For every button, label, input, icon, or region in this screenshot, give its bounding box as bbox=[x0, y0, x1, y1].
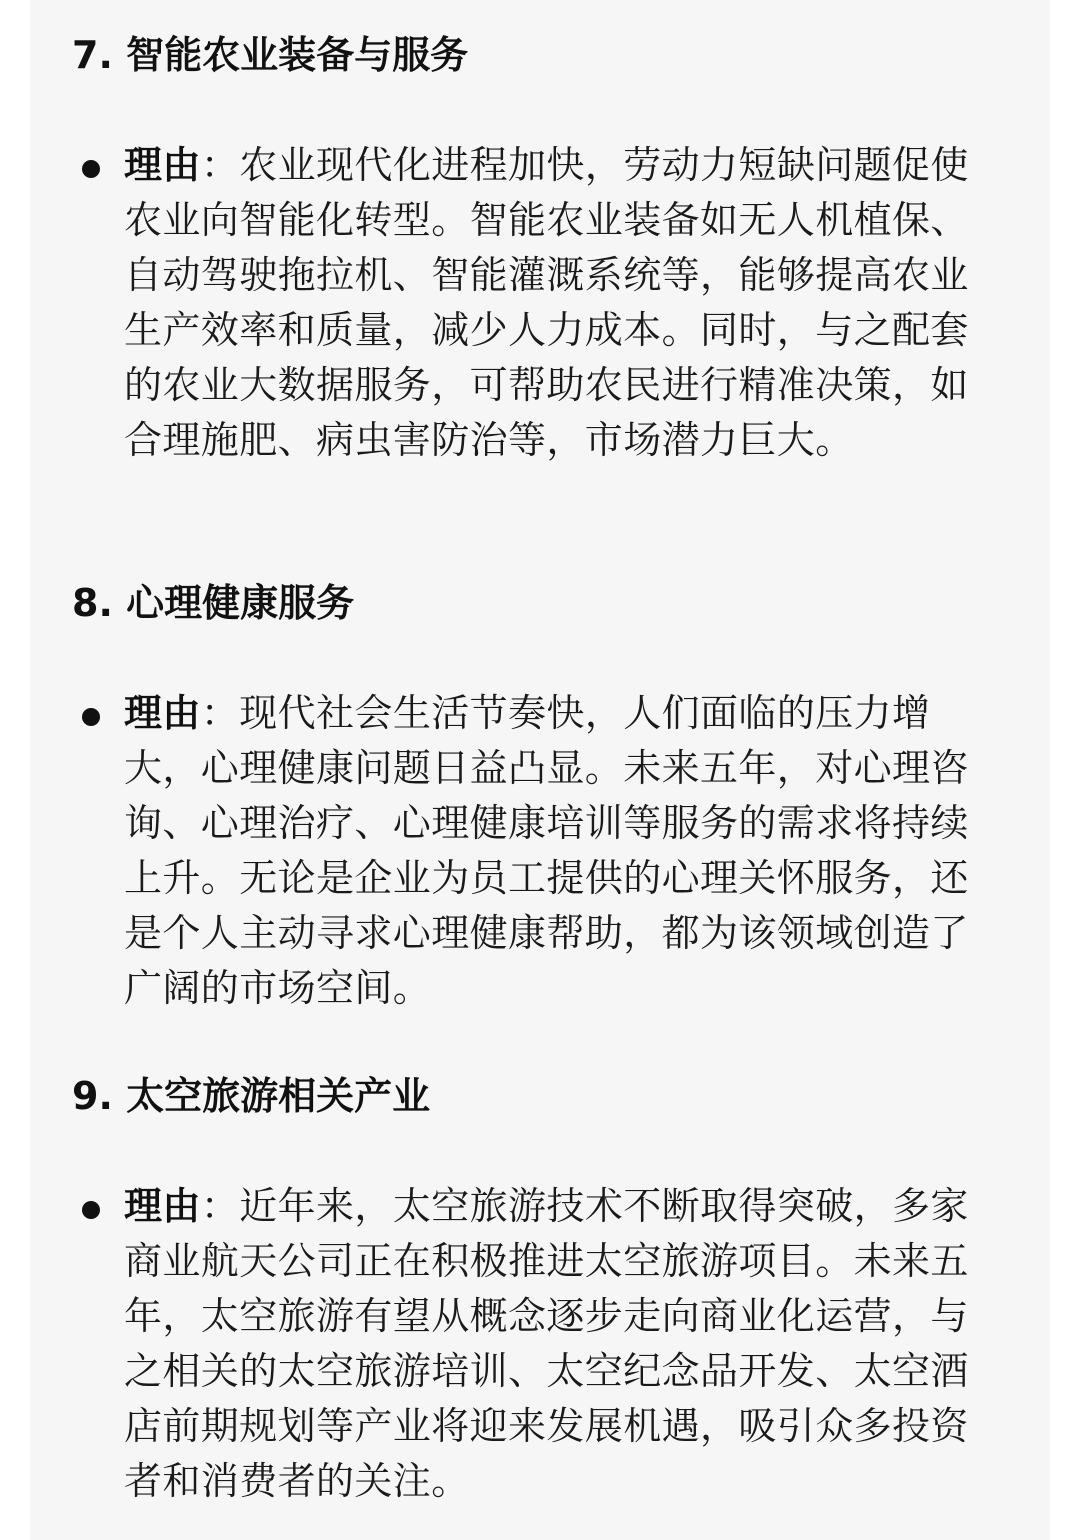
reason-label: 理由 bbox=[124, 1184, 201, 1228]
article-page bbox=[30, 0, 1050, 1540]
list-item bbox=[72, 1179, 1012, 1509]
reason-text: 农业现代化进程加快，劳动力短缺问题促使农业向智能化转型。智能农业装备如无人机植保、自动驾驶拖拉机、智能灌溉系统等，能够提高农业生产效率和质量，减少人力成本。同时，与之配套的农业大数据服务，可帮助农民进行精准决策，如合理施肥、病虫害防治等，市场潜力巨大。 bbox=[124, 143, 969, 462]
reason-text: 近年来，太空旅游技术不断取得突破，多家商业航天公司正在积极推进太空旅游项目。未来五年，太空旅游有望从概念逐步走向商业化运营，与之相关的太空旅游培训、太空纪念品开发、太空酒店前期规划等产业将迎来发展机遇，吸引众多投资者和消费者的关注。 bbox=[124, 1184, 969, 1503]
section-heading: 7. 智能农业装备与服务 bbox=[72, 33, 469, 77]
reason-paragraph bbox=[124, 1179, 1000, 1509]
reason-paragraph bbox=[124, 686, 1000, 1016]
bullet-icon bbox=[82, 1201, 100, 1219]
label-colon: ： bbox=[200, 691, 240, 735]
section-heading: 9. 太空旅游相关产业 bbox=[72, 1074, 431, 1118]
bullet-icon bbox=[82, 708, 100, 726]
list-item bbox=[72, 686, 1012, 1016]
label-colon: ： bbox=[200, 143, 240, 187]
list-item bbox=[72, 138, 1012, 468]
reason-paragraph bbox=[124, 138, 1000, 468]
section-heading: 8. 心理健康服务 bbox=[72, 581, 355, 625]
reason-label: 理由 bbox=[124, 143, 201, 187]
bullet-icon bbox=[82, 160, 100, 178]
reason-label: 理由 bbox=[124, 691, 201, 735]
reason-text: 现代社会生活节奏快，人们面临的压力增大，心理健康问题日益凸显。未来五年，对心理咨询、心理治疗、心理健康培训等服务的需求将持续上升。无论是企业为员工提供的心理关怀服务，还是个人主动寻求心理健康帮助，都为该领域创造了广阔的市场空间。 bbox=[124, 691, 969, 1010]
label-colon: ： bbox=[200, 1184, 240, 1228]
